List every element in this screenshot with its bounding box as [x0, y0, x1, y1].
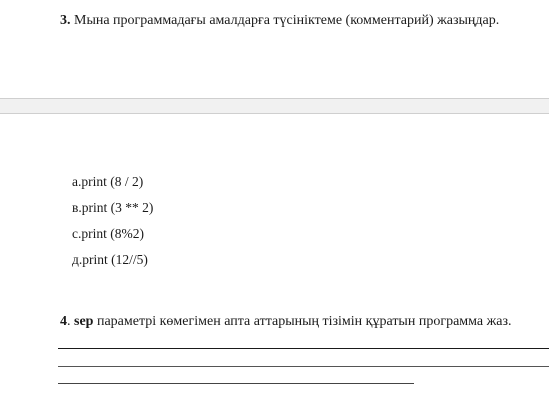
- option-a: а.print (8 / 2): [72, 174, 144, 189]
- question-4-text: параметрі көмегімен апта аттарының тізімін құратын программа жаз.: [96, 314, 512, 329]
- option-c: с.print (8%2): [72, 226, 144, 241]
- code-options-list: [72, 174, 153, 278]
- option-b: в.print (3 ** 2): [72, 200, 154, 215]
- answer-line-1[interactable]: [58, 348, 549, 349]
- question-3: [60, 13, 499, 29]
- question-4-keyword: sep: [74, 314, 94, 329]
- question-4-dot: .: [67, 314, 71, 329]
- question-3-text: Мына программадағы амалдарға түсініктеме (комментарий) жазыңдар.: [74, 13, 500, 28]
- answer-line-2[interactable]: [58, 366, 549, 367]
- question-4: [60, 314, 512, 330]
- answer-line-3[interactable]: [58, 383, 414, 384]
- section-separator: [0, 98, 549, 114]
- question-3-number: 3.: [60, 13, 71, 28]
- question-4-number: 4: [60, 314, 67, 329]
- option-d: д.print (12//5): [72, 252, 148, 267]
